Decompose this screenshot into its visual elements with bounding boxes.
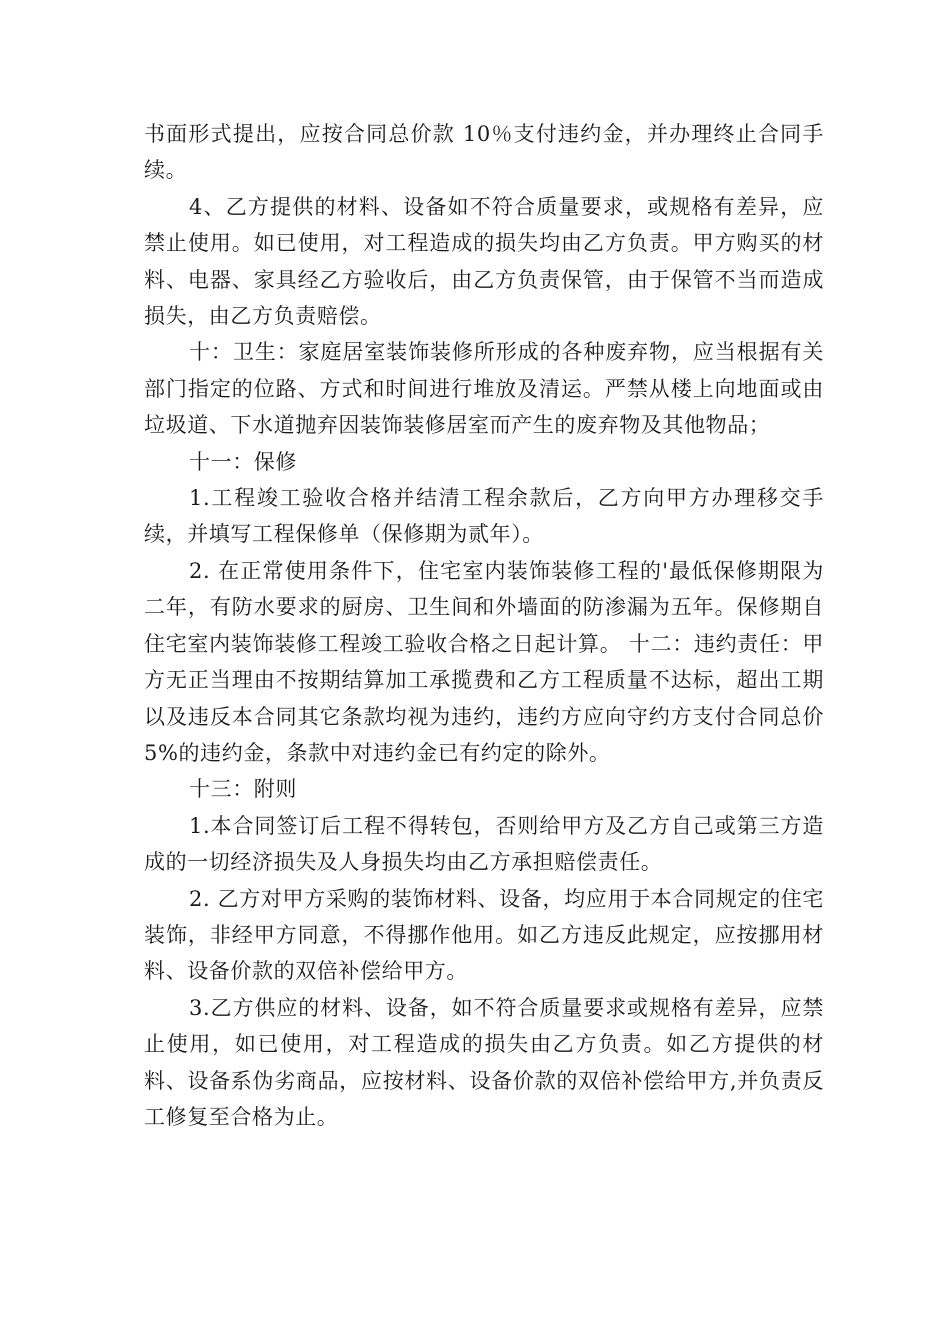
section-heading-supplementary: 十三：附则 [189, 777, 297, 802]
document-body [144, 116, 824, 1135]
section-heading-warranty: 十一：保修 [189, 449, 297, 474]
paragraph-no-subcontracting: 1.本合同签订后工程不得转包，否则给甲方及乙方自己或第三方造成的一切经济损失及人身损失均由乙方承担赔偿责任。 [144, 813, 824, 875]
paragraph-supplied-materials: 3.乙方供应的材料、设备，如不符合质量要求或规格有差异，应禁止使用，如已使用，对工程造成的损失由乙方负责。如乙方提供的材料、设备系伪劣商品，应按材料、设备价款的双倍补偿给甲方,并负责反工修复至合格为止。 [144, 995, 824, 1129]
paragraph-termination-continued: 书面形式提出，应按合同总价款 10％支付违约金，并办理终止合同手续。 [144, 122, 824, 183]
paragraph-warranty-handover: 1.工程竣工验收合格并结清工程余款后，乙方向甲方办理移交手续，并填写工程保修单（保修期为贰年）。 [144, 486, 824, 547]
paragraph-material-usage: 2. 乙方对甲方采购的装饰材料、设备，均应用于本合同规定的住宅装饰，非经甲方同意，不得挪作他用。如乙方违反此规定，应按挪用材料、设备价款的双倍补偿给甲方。 [144, 886, 824, 984]
paragraph-sanitation: 十：卫生：家庭居室装饰装修所形成的各种废弃物，应当根据有关部门指定的位路、方式和时间进行堆放及清运。严禁从楼上向地面或由垃圾道、下水道抛弃因装饰装修居室而产生的废弃物及其他物品； [144, 340, 824, 438]
paragraph-material-quality: 4、乙方提供的材料、设备如不符合质量要求，或规格有差异，应禁止使用。如已使用，对工程造成的损失均由乙方负责。甲方购买的材料、电器、家具经乙方验收后，由乙方负责保管，由于保管不当而造成损失，由乙方负责赔偿。 [144, 194, 824, 329]
paragraph-warranty-period-and-breach: 2. 在正常使用条件下，住宅室内装饰装修工程的'最低保修期限为二年，有防水要求的厨房、卫生间和外墙面的防渗漏为五年。保修期自住宅室内装饰装修工程竣工验收合格之日起计算。 十二：违约责任：甲方无正当理由不按期结算加工承揽费和乙方工程质量不达标，超出工期以及违反本合同其它条款均视为违约，违约方应向守约方支付合同总价 5%的违约金，条款中对违约金已有约定的除外。 [144, 558, 824, 765]
